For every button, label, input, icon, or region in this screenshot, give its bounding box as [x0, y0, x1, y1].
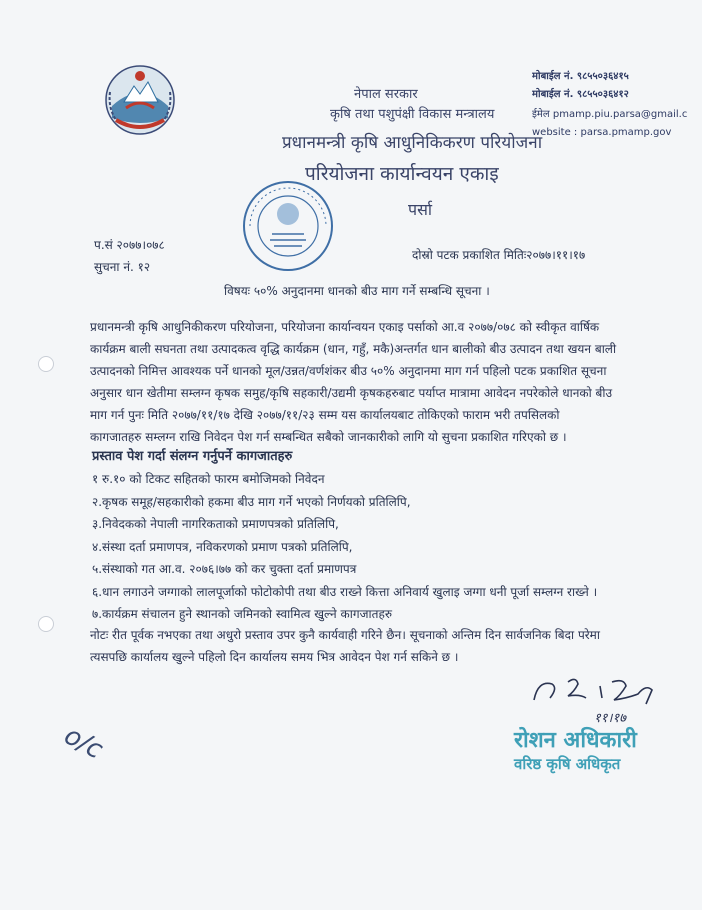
notice-note: [90, 624, 680, 668]
punch-hole-top: [38, 356, 54, 372]
nepal-emblem-icon: [102, 62, 178, 138]
document-item: ६.धान लगाउने जग्गाको लालपूर्जाको फोटोकोपी तथा बीउ राख्ने कित्ता अनिवार्य खुलाइ जग्गा धनी पूर्जा सम्लग्न राख्ने ।: [92, 584, 598, 599]
punch-hole-bottom: [38, 616, 54, 632]
body-line: माग गर्न पुनः मिति २०७७/११/१७ देखि २०७७/११/२३ सम्म यस कार्यालयबाट तोकिएको फाराम भरी तपसिलको: [90, 408, 560, 422]
document-item: ३.निवेदकको नेपाली नागरिकताको प्रमाणपत्रको प्रतिलिपि,: [92, 517, 339, 531]
header-ministry: कृषि तथा पशुपंक्षी विकास मन्त्रालय: [330, 107, 495, 122]
margin-handwritten-mark: o/c: [59, 720, 108, 766]
header-project: प्रधानमन्त्री कृषि आधुनिकिकरण परियोजना: [282, 133, 543, 153]
reference-notice-number: सुचना नं. १२: [94, 260, 151, 274]
header-place: पर्सा: [408, 200, 433, 219]
body-line: उत्पादनको निमित्त आवश्यक पर्ने धानको मूल/उन्नत/वर्णशंकर बीउ ५०% अनुदानमा माग गर्न पहिलो पटक प्रकाशित सूचना: [90, 364, 607, 378]
documents-heading: प्रस्ताव पेश गर्दा संलग्न गर्नुपर्ने कागजातहरु: [92, 449, 293, 464]
document-item: ५.संस्थाको गत आ.व. २०७६।७७ को कर चुक्ता दर्ता प्रमाणपत्र: [92, 562, 357, 576]
reference-ps: प.सं २०७७।०७८: [94, 238, 165, 252]
body-line: कागजातहरु सम्लग्न राखि निवेदन पेश गर्न सम्बन्धित सबैको जानकारीको लागि यो सुचना प्रकाशित गरिएको छ ।: [90, 430, 567, 444]
contact-email: ईमेल pmamp.piu.parsa@gmail.c: [532, 109, 688, 120]
note-line: नोटः रीत पूर्वक नभएका तथा अधुरो प्रस्ताव उपर कुनै कार्यवाही गरिने छैन। सूचनाको अन्तिम दिन सार्वजनिक बिदा परेमा: [90, 628, 600, 642]
document-item: ४.संस्था दर्ता प्रमाणपत्र, नविकरणको प्रमाण पत्रको प्रतिलिपि,: [92, 539, 353, 554]
document-item: ७.कार्यक्रम संचालन हुने स्थानको जमिनको स्वामित्व खुल्ने कागजातहरु: [92, 607, 393, 621]
document-item: १ रु.१० को टिकट सहितको फारम बमोजिमको निवेदन: [92, 472, 325, 486]
contact-mobile-2: मोबाईल नं. ९८५५०३६४१२: [532, 89, 629, 100]
notice-body: [90, 316, 680, 448]
header-government: नेपाल सरकार: [354, 87, 418, 102]
notice-subject: विषयः ५०% अनुदानमा धानको बीउ माग गर्ने सम्बन्धि सूचना ।: [224, 284, 490, 298]
contact-block: [532, 66, 700, 144]
contact-website: website : parsa.pmamp.gov: [532, 127, 672, 138]
header-unit: परियोजना कार्यान्वयन एकाइ: [305, 163, 499, 185]
contact-mobile-1: मोबाईल नं. ९८५५०३६४१५: [532, 71, 629, 82]
signature-scribble-icon: [528, 670, 668, 710]
signatory-title-stamp: वरिष्ठ कृषि अधिकृत: [514, 755, 621, 773]
body-line: अनुसार धान खेतीमा सम्लग्न कृषक समुह/कृषि सहकारी/उद्यमी कृषकहरुबाट पर्याप्त मात्रामा आवेदन नपरेकोले धानको बीउ: [90, 386, 613, 400]
reference-published-date: दोस्रो पटक प्रकाशित मितिः२०७७।११।१७: [412, 248, 586, 262]
documents-list: [92, 468, 682, 626]
office-seal-icon: [240, 178, 336, 274]
document-item: २.कृषक समूह/सहकारीको हकमा बीउ माग गर्ने भएको निर्णयको प्रतिलिपि,: [92, 494, 411, 509]
note-line: त्यसपछि कार्यालय खुल्ने पहिलो दिन कार्यालय समय भित्र आवेदन पेश गर्न सकिने छ ।: [90, 650, 459, 664]
signature-date: ११।१७: [594, 711, 626, 726]
body-line: प्रधानमन्त्री कृषि आधुनिकीकरण परियोजना, परियोजना कार्यान्वयन एकाइ पर्साको आ.व २०७७/०७८ को स्वीकृत वार्षिक: [90, 320, 600, 334]
body-line: कार्यक्रम बाली सघनता तथा उत्पादकत्व वृद्धि कार्यक्रम (धान, गहुँ, मकै)अन्तर्गत धान बालीको बीउ उत्पादन तथा खयन बाली: [90, 342, 617, 356]
signatory-name-stamp: रोशन अधिकारी: [514, 728, 637, 753]
